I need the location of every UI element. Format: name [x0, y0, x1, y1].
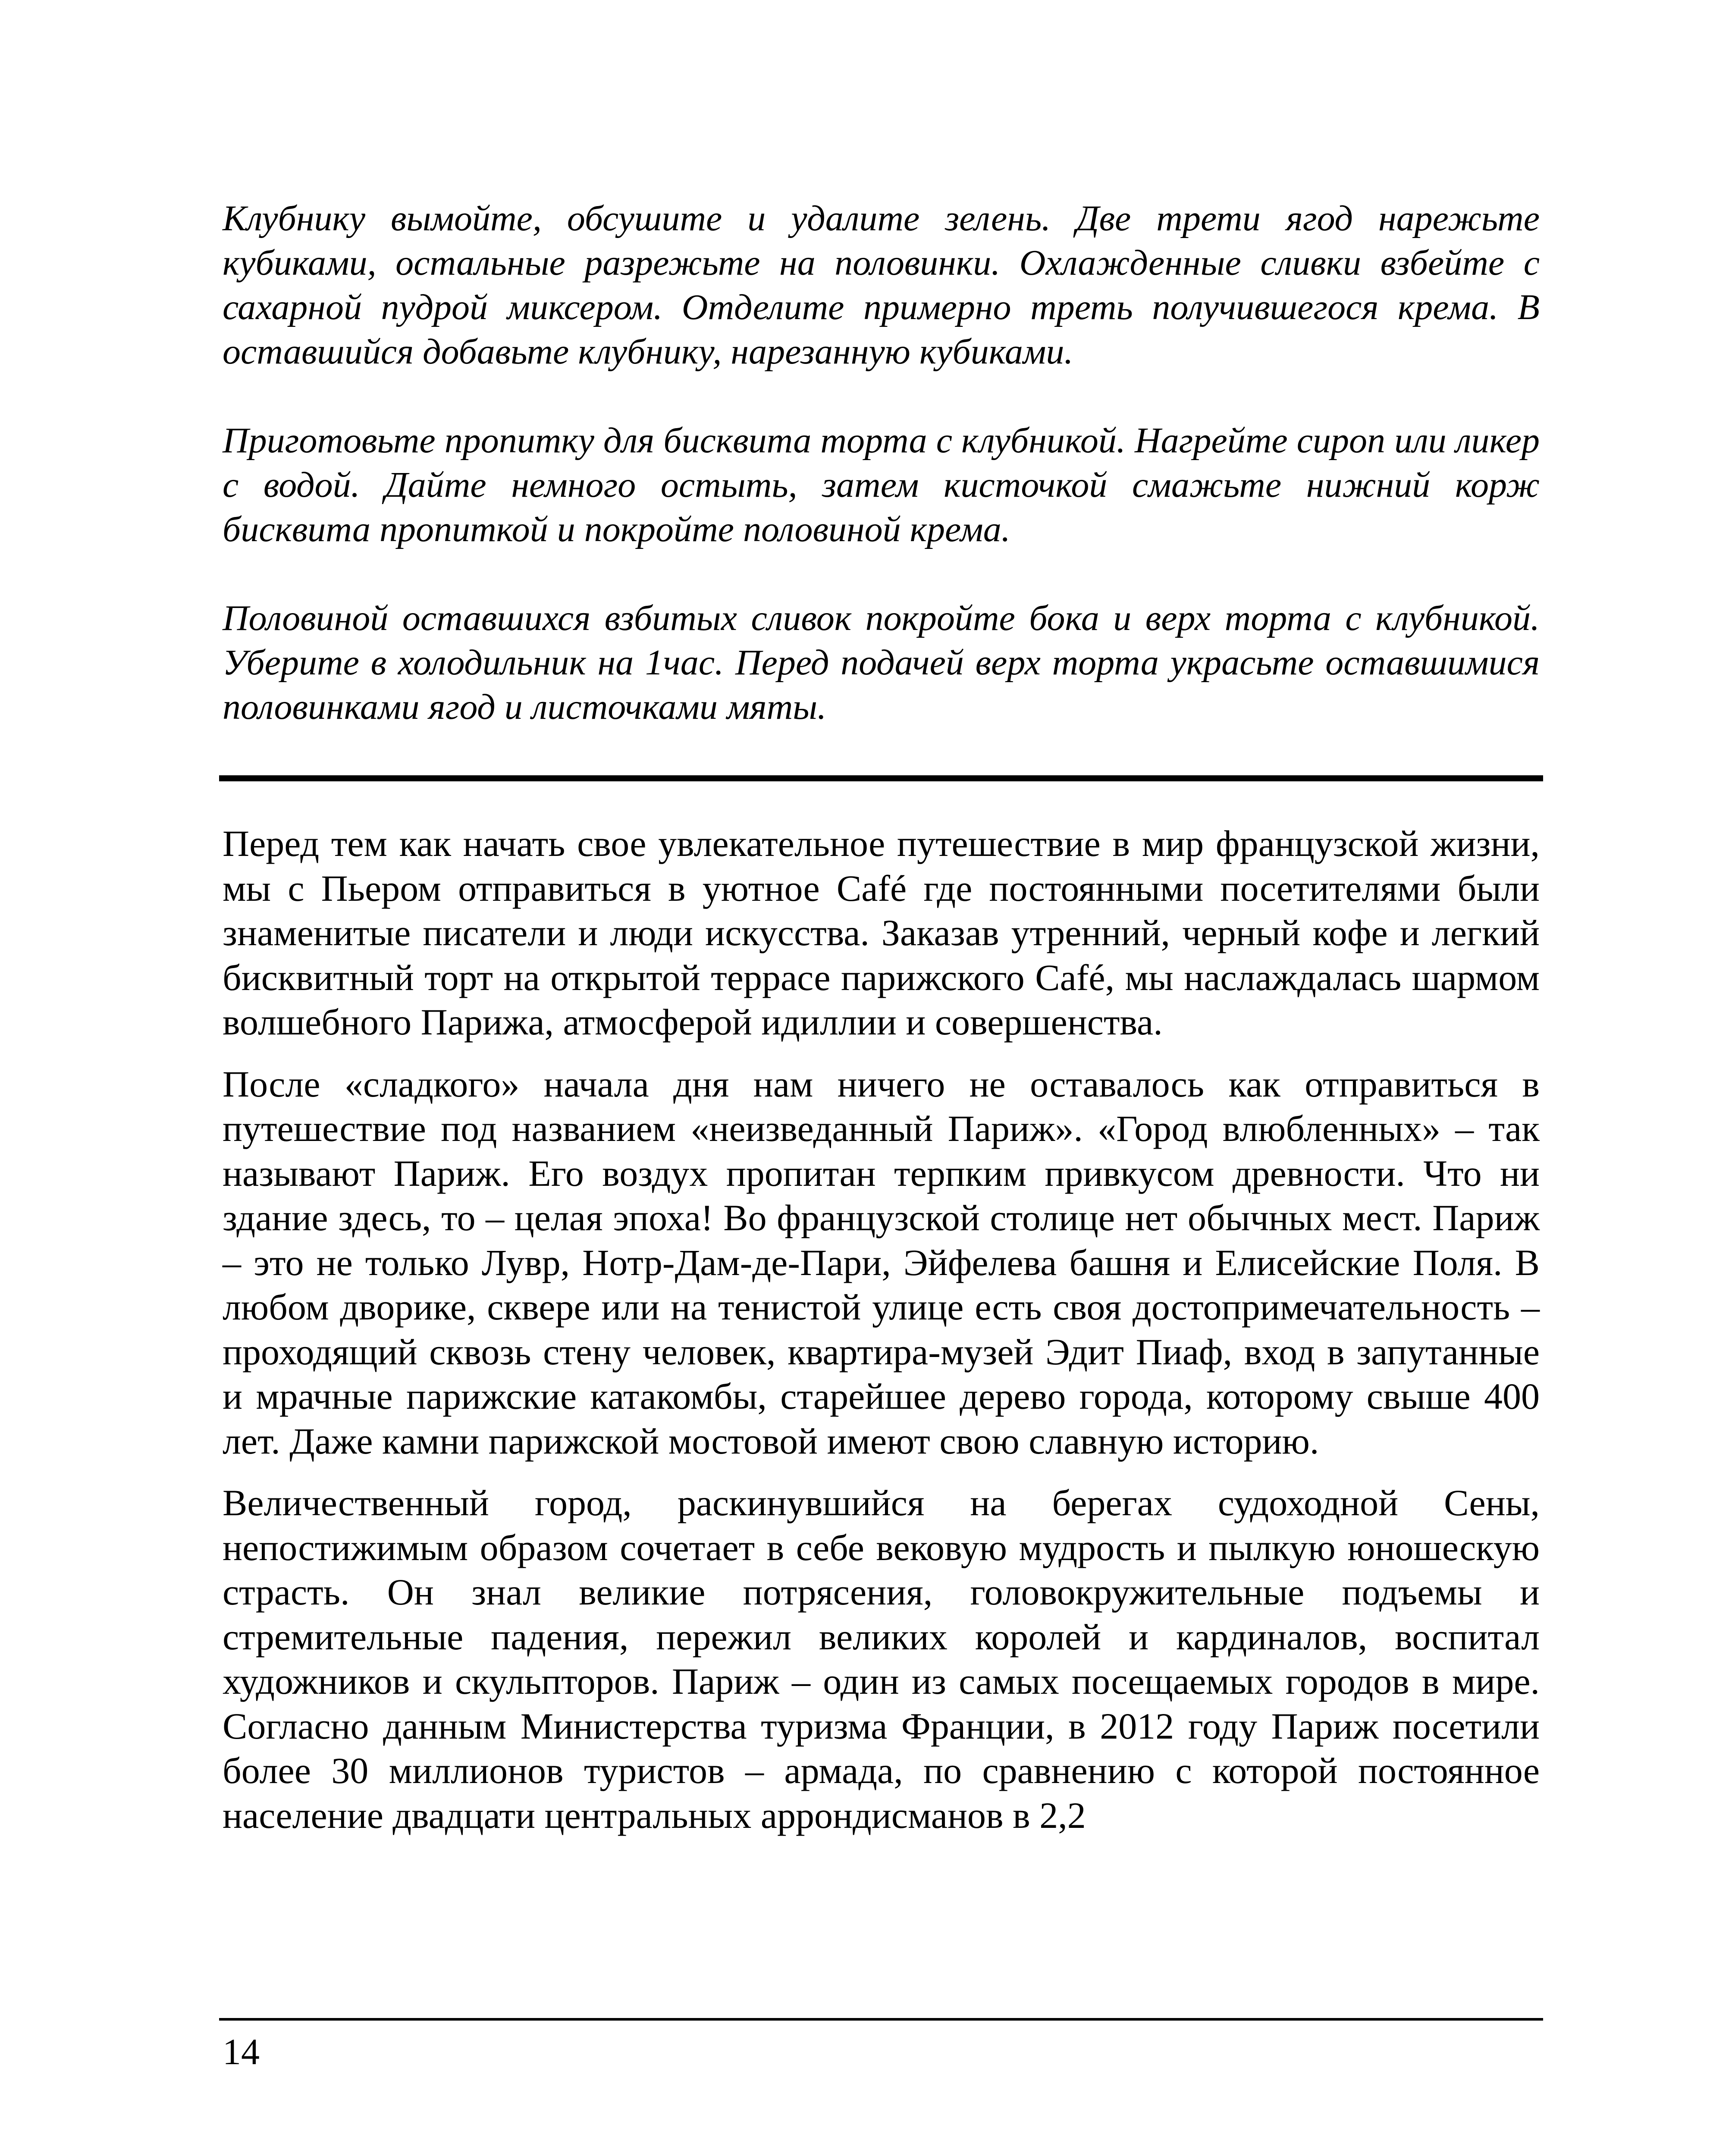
- footer-divider: [219, 2018, 1543, 2021]
- recipe-paragraph: Половиной оставшихся взбитых сливок покройте бока и верх торта с клубникой. Уберите в холодильник на 1час. Перед подачей верх торта украсьте оставшимися половинками ягод и листочками мяты.: [223, 598, 1540, 727]
- section-divider: [219, 775, 1543, 781]
- recipe-paragraph: Клубнику вымойте, обсушите и удалите зелень. Две трети ягод нарежьте кубиками, остальные разрежьте на половинки. Охлажденные сливки взбейте с сахарной пудрой миксером. Отделите примерно треть получившегося крема. В оставшийся добавьте клубнику, нарезанную кубиками.: [223, 198, 1540, 372]
- story-paragraph: Величественный город, раскинувшийся на берегах судоходной Сены, непостижимым образом сочетает в себе вековую мудрость и пылкую юношескую страсть. Он знал великие потрясения, головокружительные подъемы и стремительные падения, пережил великих королей и кардиналов, воспитал художников и скульпторов. Париж – один из самых посещаемых городов в мире. Согласно данным Министерства туризма Франции, в 2012 году Париж посетили более 30 миллионов туристов – армада, по сравнению с которой постоянное население двадцати центральных аррондисманов в 2,2: [223, 1482, 1540, 1836]
- story-paragraph: Перед тем как начать свое увлекательное путешествие в мир французской жизни, мы с Пьером отправиться в уютное Café где постоянными посетителями были знаменитые писатели и люди искусства. Заказав утренний, черный кофе и легкий бисквитный торт на открытой террасе парижского Café, мы наслаждалась шармом волшебного Парижа, атмосферой идиллии и совершенства.: [223, 823, 1540, 1043]
- recipe-paragraph: Приготовьте пропитку для бисквита торта с клубникой. Нагрейте сироп или ликер с водой. Дайте немного остыть, затем кисточкой смажьте нижний корж бисквита пропиткой и покройте половиной крема.: [223, 420, 1540, 549]
- page-number: 14: [223, 2031, 260, 2072]
- recipe-section: [223, 196, 1540, 729]
- story-section: [223, 821, 1540, 1855]
- story-paragraph: После «сладкого» начала дня нам ничего не оставалось как отправиться в путешествие под названием «неизведанный Париж». «Город влюбленных» – так называют Париж. Его воздух пропитан терпким привкусом древности. Что ни здание здесь, то – целая эпоха! Во французской столице нет обычных мест. Париж – это не только Лувр, Нотр-Дам-де-Пари, Эйфелева башня и Елисейские Поля. В любом дворике, сквере или на тенистой улице есть своя достопримечательность – проходящий сквозь стену человек, квартира-музей Эдит Пиаф, вход в запутанные и мрачные парижские катакомбы, старейшее дерево города, которому свыше 400 лет. Даже камни парижской мостовой имеют свою славную историю.: [223, 1063, 1540, 1462]
